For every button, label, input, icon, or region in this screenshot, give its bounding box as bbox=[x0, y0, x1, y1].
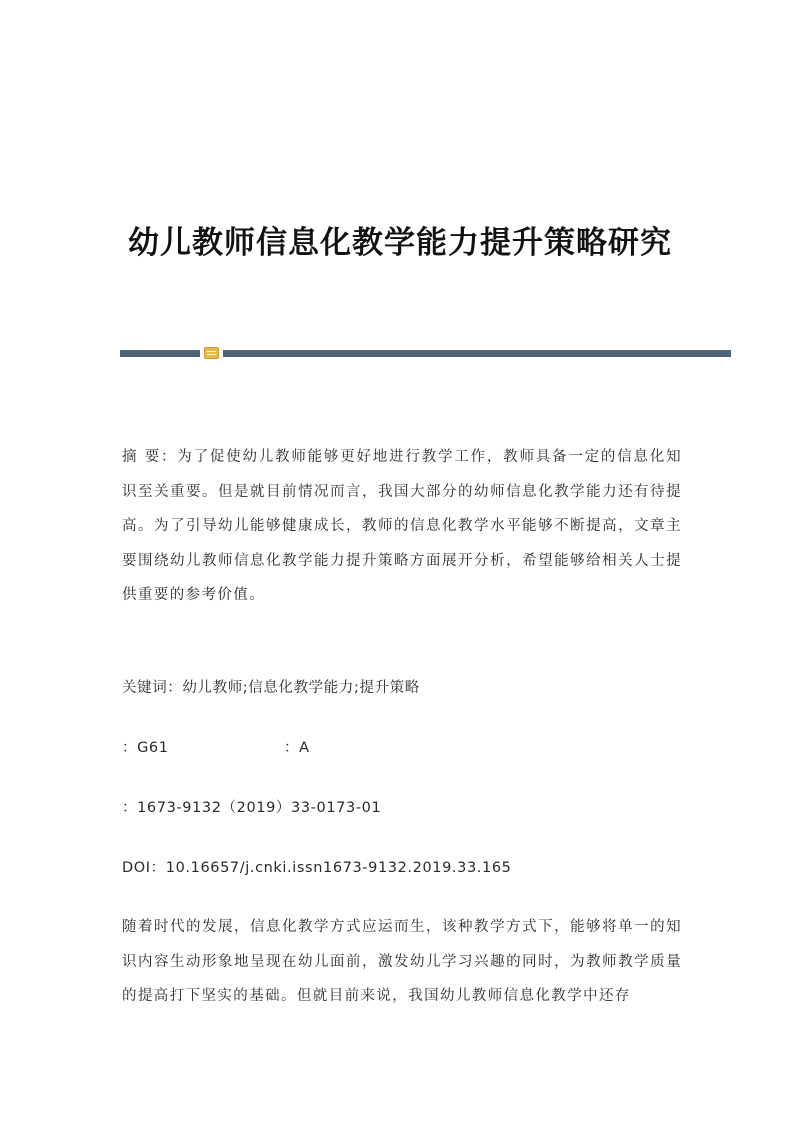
divider-bar-left bbox=[120, 350, 200, 357]
paper-title: 幼儿教师信息化教学能力提升策略研究 bbox=[128, 224, 672, 261]
document-code: ：A bbox=[284, 740, 310, 756]
doi: DOI：10.16657/j.cnki.issn1673-9132.2019.33.165 bbox=[122, 860, 512, 876]
article-number: ：1673-9132（2019）33-0173-01 bbox=[122, 800, 382, 816]
clc-number: ：G61 bbox=[122, 740, 169, 756]
keywords: 关键词：幼儿教师;信息化教学能力;提升策略 bbox=[122, 680, 420, 696]
body-paragraph: 随着时代的发展，信息化教学方式应运而生，该种教学方式下，能够将单一的知识内容生动形象地呈现在幼儿面前，激发幼儿学习兴趣的同时，为教师教学质量的提高打下坚实的基础。但就目前来说，我国幼儿教师信息化教学中还存 bbox=[122, 919, 682, 1004]
divider-bar-right bbox=[223, 350, 731, 357]
divider-badge-icon bbox=[204, 347, 219, 359]
abstract: 摘 要：为了促使幼儿教师能够更好地进行教学工作，教师具备一定的信息化知识至关重要。但是就目前情况而言，我国大部分的幼师信息化教学能力还有待提高。为了引导幼儿能够健康成长，教师的信息化教学水平能够不断提高，文章主要围绕幼儿教师信息化教学能力提升策略方面展开分析，希望能够给相关人士提供重要的参考价值。 bbox=[122, 449, 682, 603]
